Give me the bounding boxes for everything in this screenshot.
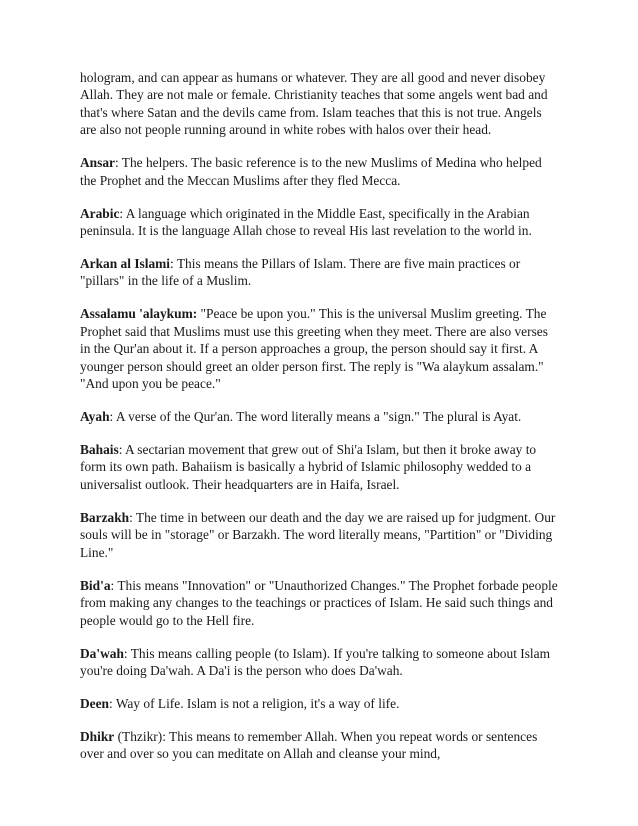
glossary-entry <box>80 728 560 763</box>
entry-definition: : This means calling people (to Islam). If you're talking to someone about Islam you're doing Da'wah. A Da'i is the person who does Da'wah. <box>80 645 551 678</box>
entry-term: Da'wah <box>80 645 124 661</box>
entry-term: Ayah <box>80 409 110 425</box>
entry-term: Deen <box>80 695 110 711</box>
entry-term: Assalamu 'alaykum: <box>80 306 198 322</box>
entry-term: Dhikr <box>80 728 115 744</box>
entry-definition: : The time in between our death and the day we are raised up for judgment. Our souls will be in "storage" or Barzakh. The word literally means, "Partition" or "Dividing Line." <box>80 509 556 560</box>
glossary-entry <box>80 441 560 493</box>
glossary-entry <box>80 695 560 712</box>
entry-definition: (Thzikr): This means to remember Allah. When you repeat words or sentences over and over so you can meditate on Allah and cleanse your mind, <box>80 728 538 762</box>
entry-term: Arabic <box>80 205 120 221</box>
glossary-entry <box>80 205 560 240</box>
entry-term: Ansar <box>80 155 115 171</box>
glossary-entry <box>80 509 560 561</box>
entry-term: Arkan al Islami <box>80 256 171 272</box>
glossary-entry <box>80 408 560 425</box>
document-page <box>80 69 560 778</box>
entry-term: Barzakh <box>80 509 130 525</box>
entry-term: Bahais <box>80 442 119 458</box>
entry-definition: : A sectarian movement that grew out of Shi'a Islam, but then it broke away to form its own path. Bahaiism is basically a hybrid of Islamic philosophy wedded to a universalist outlook. Their headquarters are in Haifa, Israel. <box>80 442 537 492</box>
entry-definition: "Peace be upon you." This is the universal Muslim greeting. The Prophet said that Muslims must use this greeting when they meet. There are also verses in the Qur'an about it. If a person approaches a group, the person should say it first. A younger person should greet an older person first. The reply is "Wa alaykum assalam." "And upon you be peace." <box>80 306 548 392</box>
entry-definition: : This means the Pillars of Islam. There are five main practices or "pillars" in the life of a Muslim. <box>80 256 521 289</box>
entry-definition: : A language which originated in the Middle East, specifically in the Arabian peninsula. It is the language Allah chose to reveal His last revelation to the world in. <box>80 205 532 239</box>
glossary-entry <box>80 577 560 629</box>
glossary-entry <box>80 255 560 290</box>
entry-term: Bid'a <box>80 577 111 593</box>
entry-definition: : Way of Life. Islam is not a religion, it's a way of life. <box>109 695 400 711</box>
entry-definition: : This means "Innovation" or "Unauthorized Changes." The Prophet forbade people from making any changes to the teachings or practices of Islam. He said such things and people would go to the Hell fire. <box>80 577 558 628</box>
glossary-entry <box>80 645 560 680</box>
entry-definition: : A verse of the Qur'an. The word literally means a "sign." The plural is Ayat. <box>109 409 522 425</box>
entry-definition: : The helpers. The basic reference is to the new Muslims of Medina who helped the Prophet and the Meccan Muslims after they fled Mecca. <box>80 155 542 188</box>
glossary-entry <box>80 154 560 189</box>
glossary-entry <box>80 305 560 392</box>
intro-paragraph: hologram, and can appear as humans or whatever. They are all good and never disobey Allah. They are not male or female. Christianity teaches that some angels went bad and that's where Satan and the devils came from. Islam teaches that this is not true. Angels are also not people running around in white robes with halos over their head. <box>80 70 548 138</box>
